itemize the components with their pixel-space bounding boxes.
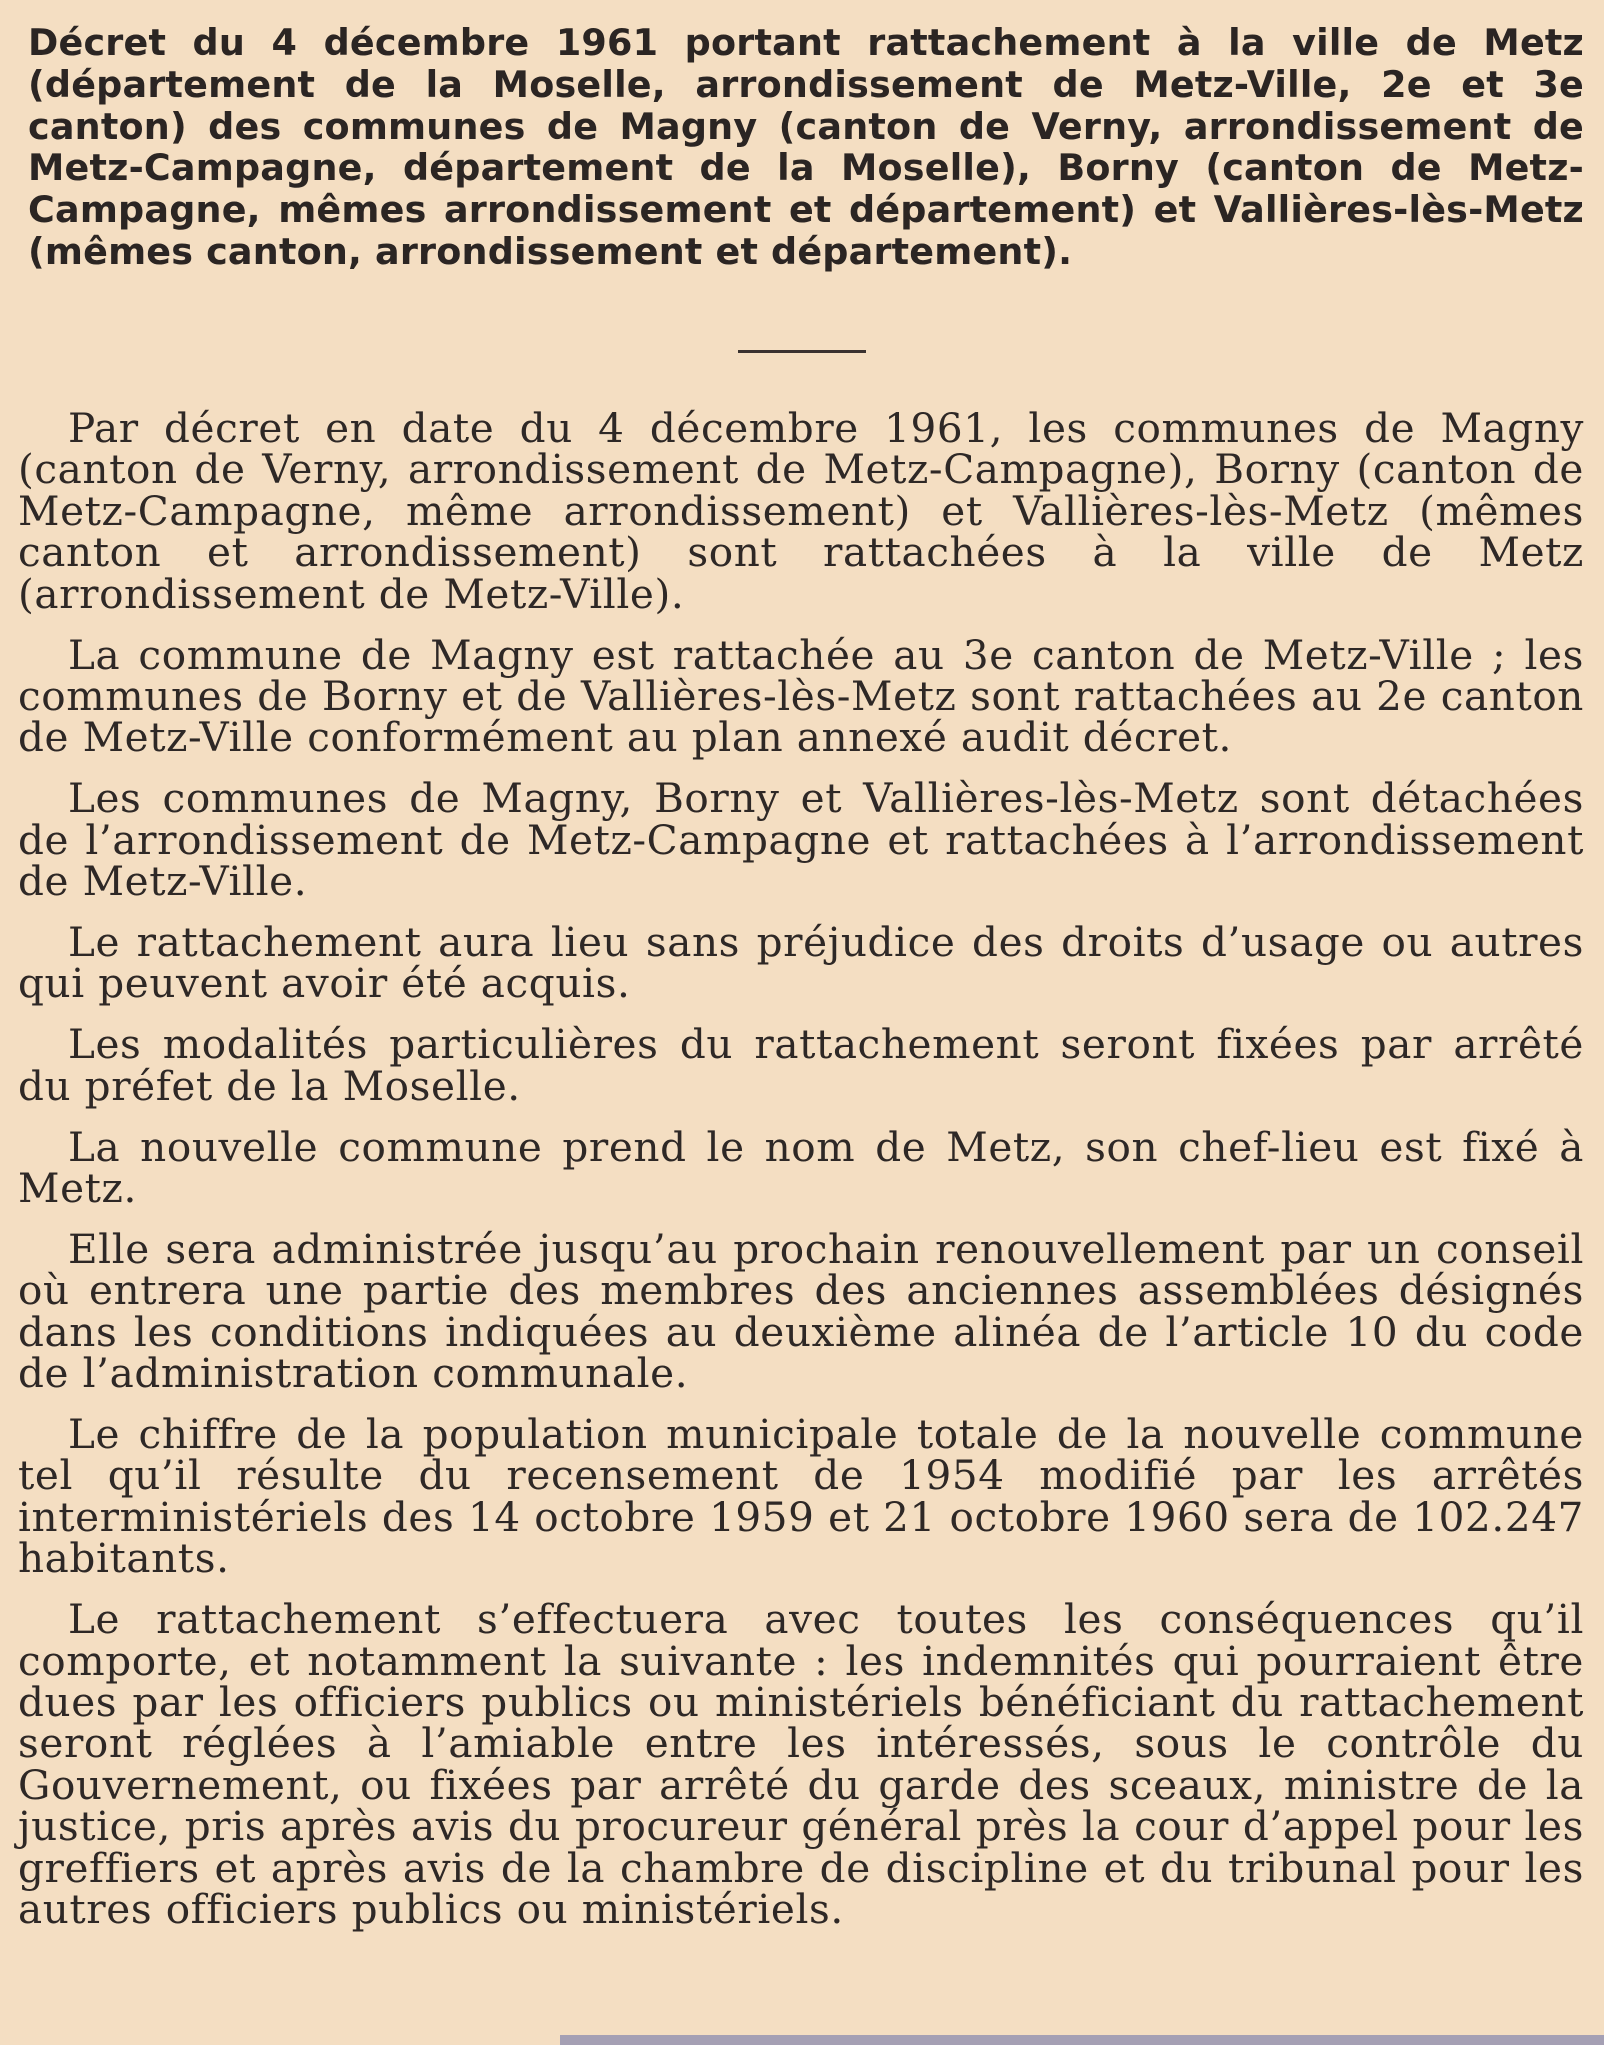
scan-edge-shadow — [560, 2035, 1604, 2045]
decree-body — [18, 404, 1584, 1950]
decree-paragraph: Le rattachement s’effectuera avec toutes les conséquences qu’il comporte, et notamment la suivante : les indemnités qui pourraient être dues par les officiers publics ou ministériels bénéficiant du rattachement seront réglées à l’amiable entre les intéressés, sous le contrôle du Gouvernement, ou fixées par arrêté du garde des sceaux, ministre de la justice, pris après avis du procureur général près la cour d’appel pour les greffiers et après avis de la chambre de discipline et du tribunal pour les autres officiers publics ou ministériels. — [18, 1595, 1584, 1933]
decree-paragraph: Elle sera administrée jusqu’au prochain renouvellement par un conseil où entrera une partie des membres des anciennes assemblées désignés dans les conditions indiquées au deuxième alinéa de l’article 10 du code de l’administration communale. — [18, 1224, 1584, 1398]
decree-paragraph: La nouvelle commune prend le nom de Metz, son chef-lieu est fixé à Metz. — [18, 1122, 1584, 1212]
decree-paragraph: La commune de Magny est rattachée au 3e canton de Metz-Ville ; les communes de Borny et de Vallières-lès-Metz sont rattachées au 2e canton de Metz-Ville conformément au plan annexé audit décret. — [18, 630, 1584, 762]
decree-paragraph: Le chiffre de la population municipale totale de la nouvelle commune tel qu’il résulte du recensement de 1954 modifié par les arrêtés interministériels des 14 octobre 1959 et 21 octobre 1960 sera de 102.247 habitants. — [18, 1410, 1584, 1583]
decree-paragraph: Les modalités particulières du rattachement seront fixées par arrêté du préfet de la Moselle. — [18, 1020, 1584, 1110]
decree-title: Décret du 4 décembre 1961 portant rattachement à la ville de Metz (département de la Moselle, arrondissement de Metz-Ville, 2e et 3e canton) des communes de Magny (canton de Verny, arrondissement de Metz-Campagne, département de la Moselle), Borny (canton de Metz-Campagne, mêmes arrondissement et département) et Vallières-lès-Metz (mêmes canton, arrondissement et département). — [28, 21, 1584, 273]
decree-paragraph: Par décret en date du 4 décembre 1961, les communes de Magny (canton de Verny, arrondissement de Metz-Campagne), Borny (canton de Metz-Campagne, même arrondissement) et Vallières-lès-Metz (mêmes canton et arrondissement) sont rattachées à la ville de Metz (arrondissement de Metz-Ville). — [18, 404, 1584, 618]
decree-paragraph: Les communes de Magny, Borny et Vallières-lès-Metz sont détachées de l’arrondissement de Metz-Campagne et rattachées à l’arrondissement de Metz-Ville. — [18, 774, 1584, 906]
separator-rule — [738, 350, 866, 353]
decree-paragraph: Le rattachement aura lieu sans préjudice des droits d’usage ou autres qui peuvent avoir été acquis. — [18, 917, 1584, 1008]
